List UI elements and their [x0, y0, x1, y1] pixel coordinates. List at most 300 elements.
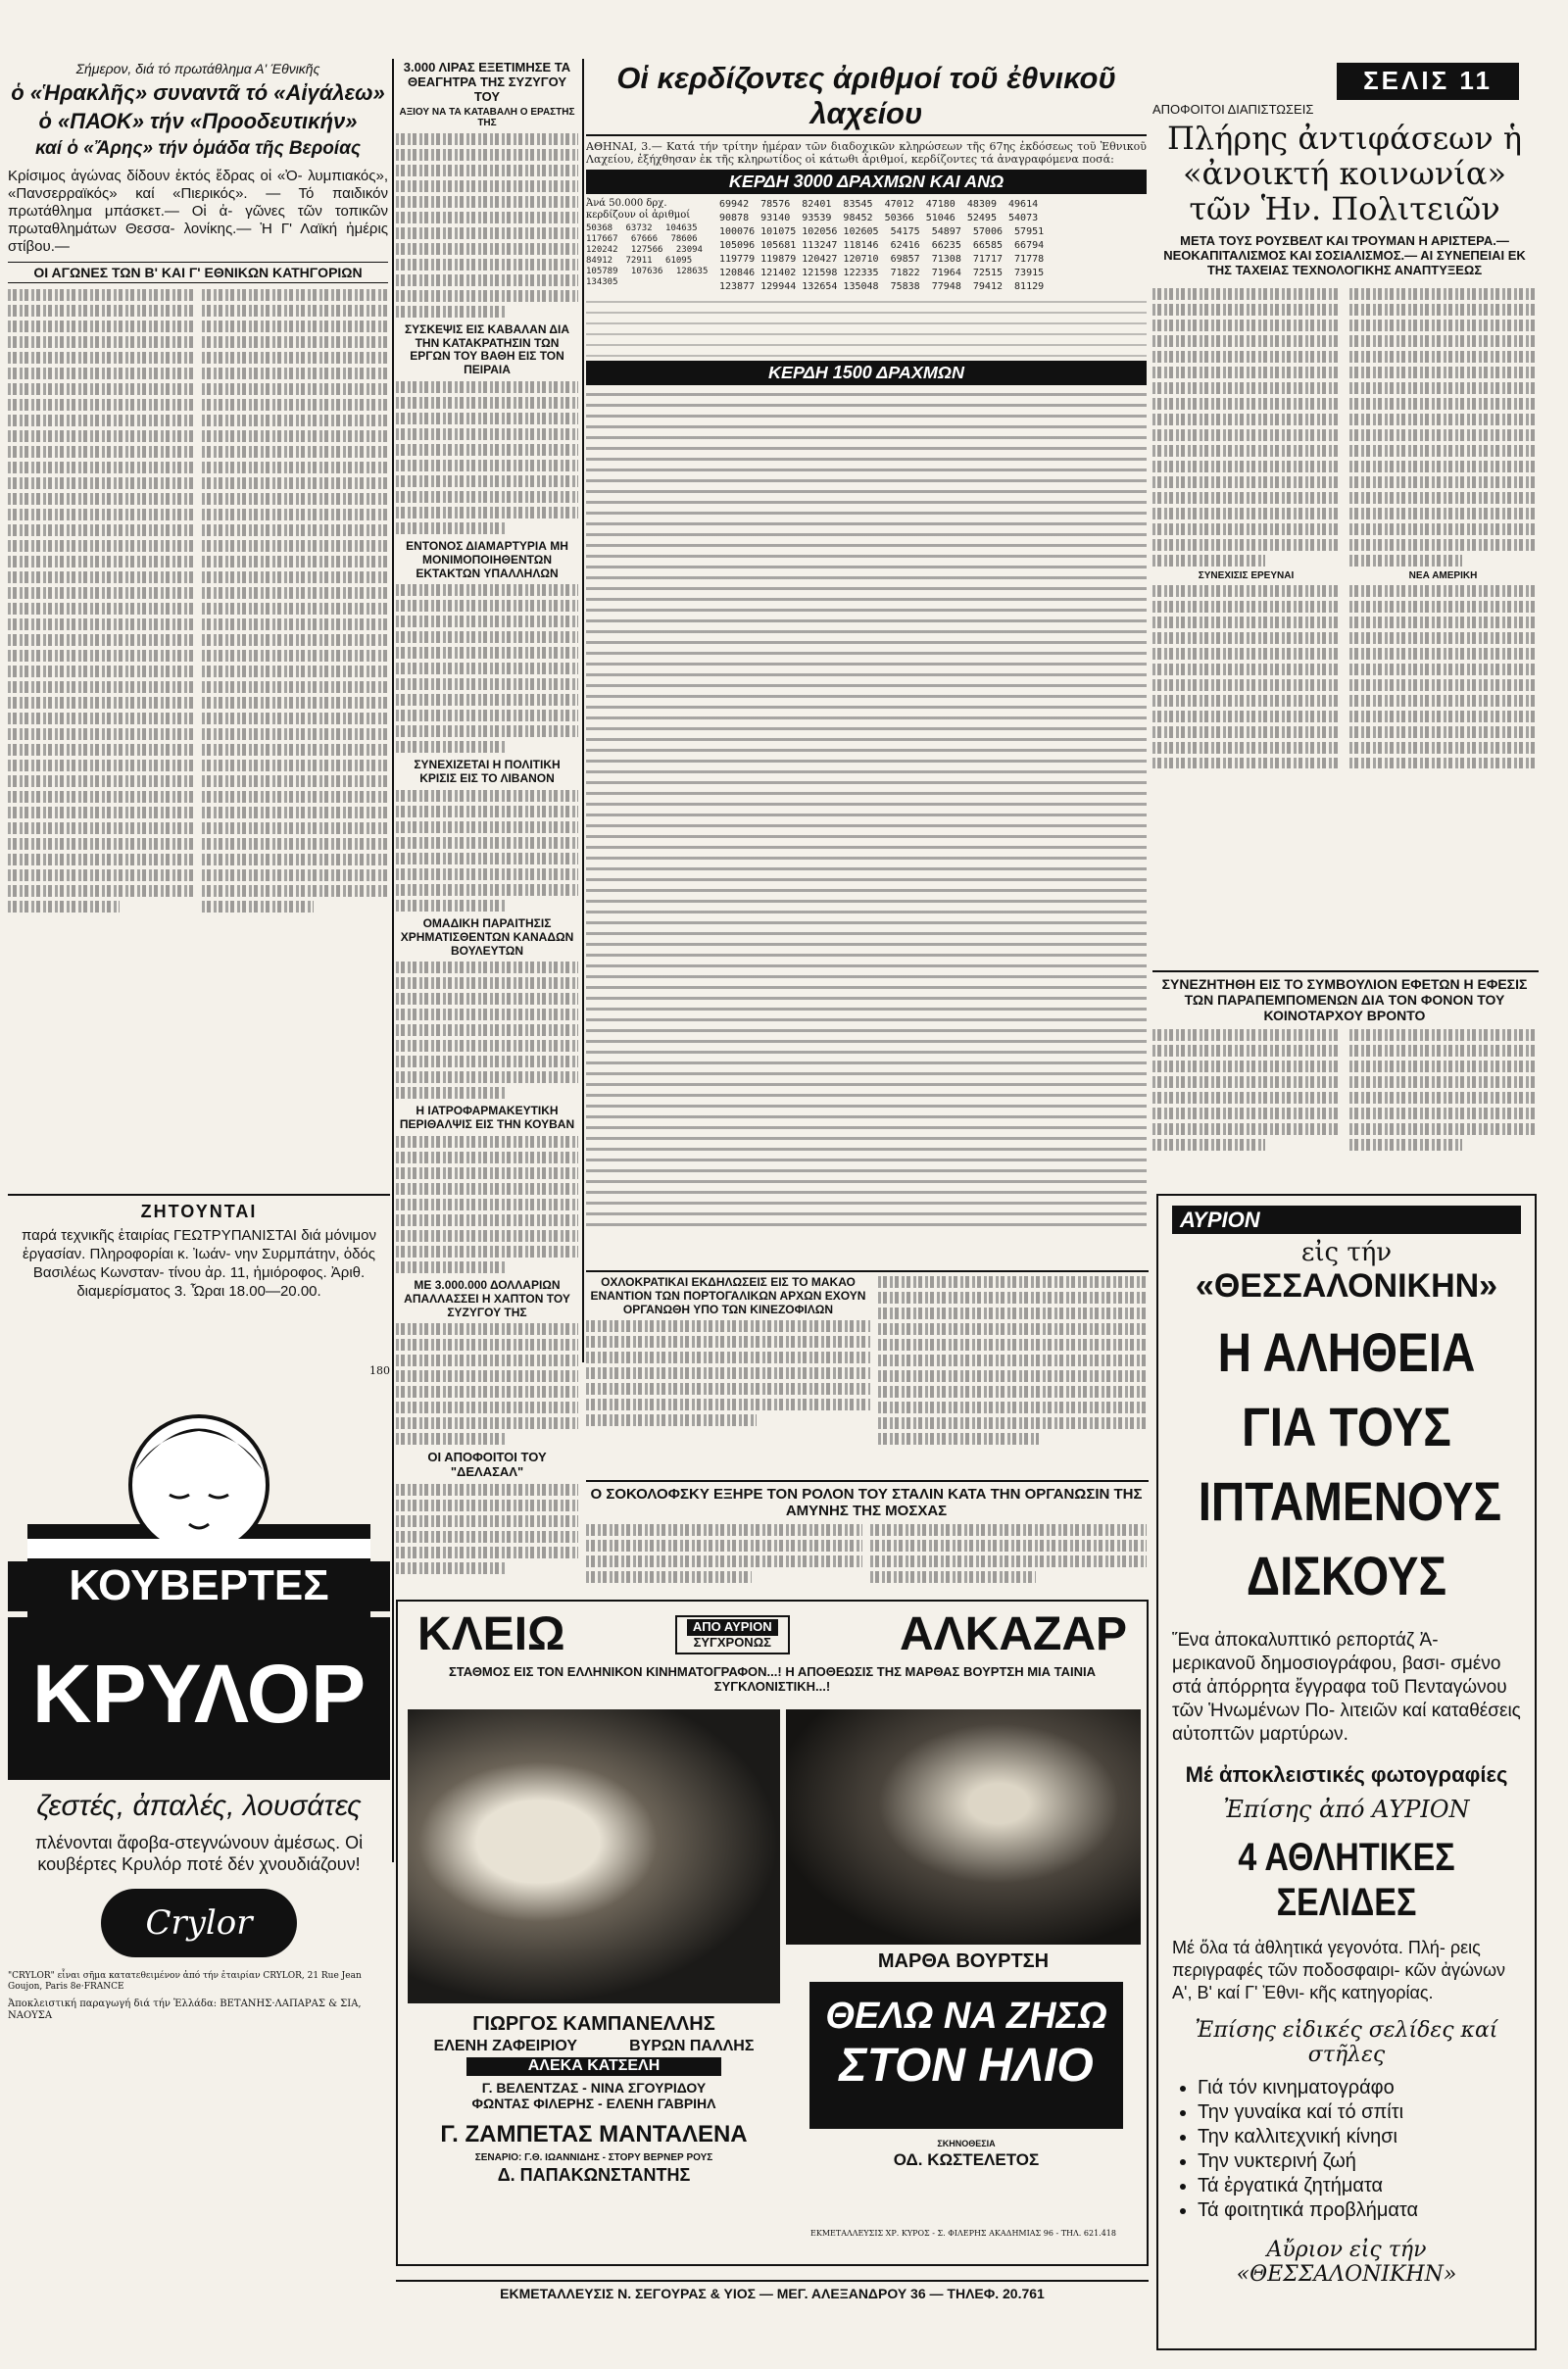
sokolovsky-story	[586, 1486, 1147, 1594]
list-item: • Την καλλιτεχνική κίνησι	[1198, 2126, 1521, 2148]
text-line	[8, 681, 194, 693]
text-line	[870, 1555, 1147, 1567]
text-line	[878, 1355, 1147, 1366]
text-line	[202, 713, 388, 724]
text-line	[586, 1399, 870, 1410]
list-item: • Την γυναίκα καί τό σπίτι	[1198, 2101, 1521, 2124]
usa-body	[1152, 288, 1340, 567]
text-line	[396, 1355, 578, 1366]
text-line	[1349, 508, 1537, 519]
text-line	[202, 618, 388, 630]
sokolovsky-body	[586, 1524, 862, 1587]
text-line	[1349, 445, 1537, 457]
text-line	[202, 415, 388, 426]
crylor-logo	[101, 1889, 297, 1957]
text-line	[1152, 461, 1340, 472]
text-line	[1349, 664, 1537, 675]
text-line	[870, 1540, 1147, 1552]
text-line	[8, 336, 194, 348]
cinema-sync: ΣΥΓΧΡΟΝΩΣ	[693, 1634, 771, 1650]
lottery-headline: Οἱ κερδίζοντες ἀριθμοί τοῦ ἐθνικοῦ λαχείου	[586, 61, 1147, 136]
ad-brand-top: ΚΟΥΒΕΡΤΕΣ	[8, 1561, 390, 1611]
left-column	[8, 61, 388, 1188]
text-line	[1152, 492, 1340, 504]
text-line	[1349, 523, 1537, 535]
text-line	[1152, 429, 1340, 441]
usa-mid-head-1: ΣΥΝΕΧΙΣΙΣ ΕΡΕΥΝΑΙ	[1198, 569, 1295, 581]
text-line	[1349, 555, 1462, 567]
text-line	[396, 1230, 578, 1242]
text-line	[202, 446, 388, 458]
text-line	[8, 728, 194, 740]
promo-box	[1156, 1194, 1537, 2350]
text-line	[396, 993, 578, 1005]
text-line	[870, 1524, 1147, 1536]
text-line	[8, 854, 194, 865]
text-line	[1152, 617, 1340, 628]
text-line	[202, 744, 388, 756]
cinema-director: ΟΔ. ΚΩΣΤΕΛΕΤΟΣ	[893, 2150, 1040, 2169]
usa-article	[1152, 102, 1537, 768]
text-line	[396, 475, 578, 487]
text-line	[396, 1417, 578, 1429]
text-line	[1349, 398, 1537, 410]
promo-columns: Ἐπίσης εἰδικές σελίδες καί στῆλες	[1195, 2017, 1498, 2067]
news-headline-7: ΜΕ 3.000.000 ΔΟΛΛΑΡΙΩΝ ΑΠΑΛΛΑΣΣΕΙ Η ΧΑΠΤΟΝ ΤΟΥ ΣΥΖΥΓΟΥ ΤΗΣ	[404, 1277, 570, 1319]
text-line	[8, 650, 194, 662]
text-line	[396, 710, 578, 721]
cinema-from: ΑΠΟ ΑΥΡΙΟΝ	[687, 1619, 778, 1636]
text-line	[878, 1276, 1147, 1288]
news-body	[396, 381, 578, 534]
cinema-alkazar: ΑΛΚΑΖΑΡ	[899, 1608, 1127, 1660]
text-line	[8, 807, 194, 818]
text-line	[586, 1320, 870, 1332]
court-headline: ΣΥΝΕΖΗΤΗΘΗ ΕΙΣ ΤΟ ΣΥΜΒΟΥΛΙΟΝ ΕΦΕΤΩΝ Η ΕΦΕΣΙΣ ΤΩΝ ΠΑΡΑΠΕΜΠΟΜΕΝΩΝ ΔΙΑ ΤΟΝ ΦΟΝΟΝ ΤΟΥ ΚΟΙΝΟΤΑΡΧΟΥ ΒΡΟΝΤΟ	[1161, 976, 1528, 1024]
text-line	[396, 1071, 578, 1083]
text-line	[1349, 1045, 1537, 1057]
ad-tagline: ζεστές, ἀπαλές, λουσάτες	[36, 1790, 362, 1823]
usa-body	[1349, 585, 1537, 768]
text-line	[878, 1308, 1147, 1319]
text-line	[878, 1433, 1039, 1445]
text-line	[1152, 648, 1340, 660]
text-line	[396, 1214, 578, 1226]
cinema-photo-right	[786, 1709, 1141, 1945]
text-line	[1349, 320, 1537, 331]
text-line	[396, 1056, 578, 1067]
lottery-sample-numbers: 50368 63732 104635 117667 67666 78606 120242 127566 23094 84912 72911 61095 105789 107636 128635 134305	[586, 222, 709, 287]
text-line	[1349, 1092, 1537, 1104]
text-line	[1152, 320, 1340, 331]
divider	[8, 1194, 390, 1196]
page-number: ΣΕΛΙΣ 11	[1337, 63, 1519, 100]
text-line	[202, 493, 388, 505]
text-line	[1349, 695, 1537, 707]
promo-closing: Αὔριον εἰς τήν «ΘΕΣΣΑΛΟΝΙΚΗΝ»	[1236, 2237, 1457, 2287]
text-line	[586, 1540, 862, 1552]
text-line	[396, 1136, 578, 1148]
cinema-actor-1: ΓΙΩΡΓΟΣ ΚΑΜΠΑΝΕΛΛΗΣ	[472, 2013, 715, 2035]
text-line	[202, 791, 388, 803]
text-line	[396, 1261, 506, 1273]
text-line	[396, 1167, 578, 1179]
text-line	[202, 634, 388, 646]
text-line	[396, 522, 506, 534]
news-body	[396, 133, 578, 318]
text-line	[1152, 632, 1340, 644]
news-headline-3: ΕΝΤΟΝΟΣ ΔΙΑΜΑΡΤΥΡΙΑ ΜΗ ΜΟΝΙΜΟΠΟΙΗΘΕΝΤΩΝ ΕΚΤΑΚΤΩΝ ΥΠΑΛΛΗΛΩΝ	[406, 539, 568, 580]
cinema-actor-4: ΑΛΕΚΑ ΚΑΤΣΕΛΗ	[466, 2057, 721, 2075]
text-line	[1349, 585, 1537, 597]
text-line	[878, 1417, 1147, 1429]
promo-tomorrow: ΑΥΡΙΟΝ	[1172, 1206, 1521, 1234]
sports-kicker: Σήμερον, διά τό πρωτάθλημα Α' Έθνικῆς	[75, 61, 320, 76]
text-line	[396, 821, 578, 833]
text-line	[396, 631, 578, 643]
text-line	[202, 697, 388, 709]
text-line	[8, 399, 194, 411]
text-line	[586, 1524, 862, 1536]
text-line	[8, 618, 194, 630]
cinema-actor-3: ΒΥΡΩΝ ΠΑΛΛΗΣ	[629, 2038, 755, 2054]
text-line	[396, 900, 506, 912]
cinema-photo-left	[408, 1709, 780, 2003]
cinema-star: ΜΑΡΘΑ ΒΟΥΡΤΣΗ	[877, 1950, 1050, 1972]
text-line	[396, 1152, 578, 1163]
text-line	[586, 1414, 757, 1426]
list-item: • Την νυκτερινή ζωή	[1198, 2150, 1521, 2173]
text-line	[8, 462, 194, 473]
text-line	[1152, 555, 1265, 567]
text-line	[870, 1571, 1036, 1583]
text-line	[202, 571, 388, 583]
usa-body	[1349, 288, 1537, 567]
text-line	[1349, 492, 1537, 504]
text-line	[878, 1402, 1147, 1413]
text-line	[396, 1339, 578, 1351]
text-line	[1349, 367, 1537, 378]
text-line	[1349, 617, 1537, 628]
text-line	[202, 885, 388, 897]
news-headline-2: ΣΥΣΚΕΨΙΣ ΕΙΣ ΚΑΒΑΛΑΝ ΔΙΑ ΤΗΝ ΚΑΤΑΚΡΑΤΗΣΙΝ ΤΩΝ ΕΡΓΩΝ ΤΟΥ ΒΑΘΗ ΕΙΣ ΤΟΝ ΠΕΙΡΑΙΑ	[404, 321, 570, 377]
text-line	[396, 290, 578, 302]
text-line	[1152, 445, 1340, 457]
ad-brand: ΚΡΥΛΟΡ	[8, 1617, 390, 1781]
text-line	[202, 540, 388, 552]
text-line	[396, 491, 578, 503]
text-line	[396, 884, 578, 896]
text-line	[396, 790, 578, 802]
text-line	[202, 430, 388, 442]
text-line	[8, 493, 194, 505]
text-line	[202, 650, 388, 662]
cinema-actor-2: ΕΛΕΝΗ ΖΑΦΕΙΡΙΟΥ	[433, 2038, 578, 2054]
text-line	[1152, 664, 1340, 675]
text-line	[1349, 1076, 1537, 1088]
divider	[586, 1480, 1149, 1482]
ad-foot-1: "CRYLOR" εἶναι σῆμα κατατεθειμένον ἀπό τήν ἑταιρίαν CRYLOR, 21 Rue Jean Goujon, Paris 8e·FRANCE	[8, 1970, 362, 1992]
text-line	[202, 399, 388, 411]
text-line	[1349, 335, 1537, 347]
text-line	[8, 415, 194, 426]
cinema-director-label: ΣΚΗΝΟΘΕΣΙΑ	[937, 2139, 996, 2148]
news-headline-4: ΣΥΝΕΧΙΖΕΤΑΙ Η ΠΟΛΙΤΙΚΗ ΚΡΙΣΙΣ ΕΙΣ ΤΟ ΛΙΒΑΝΟΝ	[414, 758, 561, 786]
text-line	[586, 1555, 862, 1567]
news-column	[396, 61, 578, 1854]
ad-krylor	[8, 1364, 390, 2354]
text-line	[878, 1323, 1147, 1335]
text-line	[1152, 585, 1340, 597]
text-line	[8, 587, 194, 599]
news-body	[396, 1136, 578, 1273]
text-line	[586, 1383, 870, 1395]
text-line	[8, 760, 194, 771]
text-line	[1349, 304, 1537, 316]
usa-headline: Πλήρης ἀντιφάσεων ἡ «ἀνοικτή κοινωνία» τῶν Ἡν. Πολιτειῶν	[1166, 120, 1523, 227]
text-line	[396, 1199, 578, 1210]
text-line	[202, 524, 388, 536]
promo-also: Ἐπίσης ἀπό ΑΥΡΙΟΝ	[1223, 1795, 1470, 1823]
text-line	[8, 556, 194, 568]
text-line	[202, 854, 388, 865]
cinema-klio: ΚΛΕΙΩ	[417, 1608, 565, 1660]
usa-body	[1152, 585, 1340, 768]
text-line	[8, 430, 194, 442]
sports-headline-3: καί ὁ «Ἄρης» τήν ὁμάδα τῆς Βεροίας	[35, 137, 361, 159]
promo-sports-desc: Μέ ὅλα τά ἀθλητικά γεγονότα. Πλή- ρεις περιγραφές τῶν ποδοσφαιρι- κῶν ἀγώνων Α', Β' καί Γ' Ἐθνι- κῆς κατηγορίας.	[1172, 1937, 1506, 2002]
text-line	[1349, 632, 1537, 644]
text-line	[396, 853, 578, 864]
macao-headline: ΟΧΛΟΚΡΑΤΙΚΑΙ ΕΚΔΗΛΩΣΕΙΣ ΕΙΣ ΤΟ ΜΑΚΑΟ ΕΝΑΝΤΙΟΝ ΤΩΝ ΠΟΡΤΟΓΑΛΙΚΩΝ ΑΡΧΩΝ ΕΧΟΥΝ ΟΡΓΑΝΩΘΗ ΥΠΟ ΤΩΝ ΚΙΝΕΖΟΦΙΛΩΝ	[590, 1276, 866, 1316]
text-line	[1152, 304, 1340, 316]
news-body	[396, 790, 578, 912]
text-line	[396, 507, 578, 518]
text-line	[1152, 1029, 1340, 1041]
list-item: • Τά ἐργατικά ζητήματα	[1198, 2175, 1521, 2197]
list-item: • Τά φοιτητικά προβλήματα	[1198, 2199, 1521, 2222]
text-line	[8, 477, 194, 489]
text-line	[8, 869, 194, 881]
text-line	[202, 556, 388, 568]
promo-photos: Μέ ἀποκλειστικές φωτογραφίες	[1185, 1762, 1508, 1788]
cinema-title	[809, 1982, 1123, 2129]
text-line	[1152, 711, 1340, 722]
text-line	[1349, 1139, 1462, 1151]
text-line	[1152, 414, 1340, 425]
text-line	[8, 524, 194, 536]
text-line	[8, 791, 194, 803]
text-line	[396, 1515, 578, 1527]
news-body	[396, 1323, 578, 1445]
text-line	[1152, 726, 1340, 738]
text-line	[396, 212, 578, 223]
text-line	[1152, 382, 1340, 394]
ad-logo-text: Crylor	[145, 1902, 253, 1943]
text-line	[1152, 367, 1340, 378]
text-line	[8, 666, 194, 677]
text-line	[8, 775, 194, 787]
text-line	[878, 1370, 1147, 1382]
text-line	[1152, 742, 1340, 754]
text-line	[396, 1484, 578, 1496]
text-line	[202, 383, 388, 395]
divider	[586, 1270, 1149, 1272]
text-line	[1349, 726, 1537, 738]
ad-ref: 180	[369, 1364, 390, 1377]
text-line	[586, 1571, 752, 1583]
footer-bar: ΕΚΜΕΤΑΛΛΕΥΣΙΣ Ν. ΣΕΓΟΥΡΑΣ & ΥΙΟΣ — ΜΕΓ. ΑΛΕΞΑΝΔΡΟΥ 36 — ΤΗΛΕΦ. 20.761	[396, 2280, 1149, 2301]
text-line	[396, 460, 578, 471]
text-line	[1349, 476, 1537, 488]
text-line	[1152, 601, 1340, 613]
cinema-credits: ΣΕΝΑΡΙΟ: Γ.Θ. ΙΩΑΝΝΙΔΗΣ - ΣΤΟΡΥ ΒΕΡΝΕΡ ΡΟΥΣ	[474, 2151, 713, 2163]
text-line	[202, 336, 388, 348]
text-line	[1349, 742, 1537, 754]
text-line	[396, 1547, 578, 1558]
text-line	[202, 603, 388, 615]
text-line	[1349, 414, 1537, 425]
text-line	[396, 397, 578, 409]
text-line	[396, 1024, 578, 1036]
macao-story	[586, 1276, 870, 1472]
text-line	[202, 477, 388, 489]
macao-story-cont	[878, 1276, 1147, 1472]
sports-subhead: ΟΙ ΑΓΩΝΕΣ ΤΩΝ Β' ΚΑΙ Γ' ΕΘΝΙΚΩΝ ΚΑΤΗΓΟΡΙΩΝ	[8, 262, 388, 283]
text-line	[396, 678, 578, 690]
divider	[582, 59, 584, 1362]
text-line	[202, 368, 388, 379]
usa-mid-head-2: ΝΕΑ ΑΜΕΡΙΚΗ	[1408, 569, 1478, 581]
news-headline-5: ΟΜΑΔΙΚΗ ΠΑΡΑΙΤΗΣΙΣ ΧΡΗΜΑΤΙΣΘΕΝΤΩΝ ΚΑΝΑΔΩΝ ΒΟΥΛΕΥΤΩΝ	[400, 915, 574, 958]
text-line	[396, 584, 578, 596]
text-line	[396, 149, 578, 161]
text-line	[396, 663, 578, 674]
text-line	[1349, 711, 1537, 722]
text-line	[1152, 1076, 1340, 1088]
text-line	[1349, 461, 1537, 472]
text-line	[1152, 758, 1340, 768]
text-line	[586, 1336, 870, 1348]
text-line	[396, 196, 578, 208]
text-line	[396, 694, 578, 706]
text-line	[1349, 288, 1537, 300]
lottery-intro: ΑΘΗΝΑΙ, 3.— Κατά τήν τρίτην ἡμέραν τῶν διαδοχικῶν κληρώσεων τῆς 67ης ἐκδόσεως τοῦ Ἐθνικοῦ Λαχείου, ἐξήχθησαν ἐκ τῆς κληρωτίδος οἱ κάτωθι ἀριθμοί, κερδίζοντες τά ἀναγραφόμενα ποσά:	[586, 140, 1147, 167]
text-line	[396, 133, 578, 145]
text-line	[1349, 1061, 1537, 1072]
text-line	[396, 1009, 578, 1020]
text-line	[8, 540, 194, 552]
text-line	[396, 180, 578, 192]
text-line	[396, 428, 578, 440]
court-body	[1349, 1029, 1537, 1155]
ad-wanted-text: παρά τεχνικῆς ἑταιρίας ΓΕΩΤΡΥΠΑΝΙΣΤΑΙ διά μόνιμον ἐργασίαν. Πληροφορίαι κ. Ἰωάν- νην Συρμπάτην, ὁδός Βασιλέως Κωνσταν- τίνου ἀρ. 11, ἡμιόροφος. Ἀριθ. διαμερίσματος 3. Ὧραι 18.00—20.00.	[21, 1226, 377, 1300]
promo-paper: «ΘΕΣΣΑΛΟΝΙΚΗΝ»	[1195, 1267, 1498, 1306]
text-line	[1349, 758, 1537, 768]
list-item: • Γιά τόν κινηματογράφο	[1198, 2077, 1521, 2099]
text-line	[396, 413, 578, 424]
promo-list	[1178, 2077, 1521, 2222]
text-line	[396, 1370, 578, 1382]
lottery-band-3000: ΚΕΡΔΗ 3000 ΔΡΑΧΜΩΝ ΚΑΙ ΑΝΩ	[586, 170, 1147, 194]
court-body	[1152, 1029, 1340, 1155]
news-headline-6: Η ΙΑΤΡΟΦΑΡΜΑΚΕΥΤΙΚΗ ΠΕΡΙΘΑΛΨΙΣ ΕΙΣ ΤΗΝ ΚΟΥΒΑΝ	[399, 1104, 575, 1132]
text-line	[396, 962, 578, 973]
lottery-prize-label: Ἀνά 50.000 δρχ. κερδίζουν οἱ ἀριθμοί	[586, 197, 691, 221]
text-line	[202, 681, 388, 693]
text-line	[1152, 679, 1340, 691]
text-line	[1152, 508, 1340, 519]
cinema-ad	[396, 1600, 1149, 2266]
sports-body-text	[8, 289, 388, 916]
text-line	[396, 274, 578, 286]
text-line	[396, 381, 578, 393]
cinema-producer: Δ. ΠΑΠΑΚΩΝΣΤΑΝΤΗΣ	[497, 2165, 691, 2186]
text-line	[202, 838, 388, 850]
text-line	[8, 289, 194, 301]
text-line	[8, 697, 194, 709]
lottery-1500-grid	[586, 389, 1147, 1232]
ad-wanted	[8, 1202, 390, 1339]
text-line	[878, 1292, 1147, 1304]
text-line	[202, 509, 388, 520]
text-line	[396, 1386, 578, 1398]
sports-headline-2: ὁ «ΠΑΟΚ» τήν «Προοδευτικήν»	[38, 109, 358, 134]
text-line	[202, 352, 388, 364]
cinema-actor-7: Γ. ΖΑΜΠΕΤΑΣ ΜΑΝΤΑΛΕΝΑ	[440, 2120, 748, 2147]
cinema-actor-6: ΦΩΝΤΑΣ ΦΙΛΕΡΗΣ - ΕΛΕΝΗ ΓΑΒΡΙΗΛ	[471, 2095, 716, 2111]
text-line	[396, 165, 578, 176]
text-line	[396, 444, 578, 456]
news-headline-8: ΟΙ ΑΠΟΦΟΙΤΟΙ ΤΟΥ "ΔΕΛΑΣΑΛ"	[427, 1450, 547, 1480]
text-line	[1152, 1045, 1340, 1057]
sokolovsky-body	[870, 1524, 1147, 1587]
text-line	[396, 647, 578, 659]
text-line	[396, 1087, 506, 1099]
text-line	[1152, 398, 1340, 410]
cinema-title-2: ΣΤΟΝ ΗΛΙΟ	[839, 2039, 1094, 2092]
text-line	[1349, 382, 1537, 394]
text-line	[1152, 1123, 1340, 1135]
cinema-tagline: ΣΤΑΘΜΟΣ ΕΙΣ ΤΟΝ ΕΛΛΗΝΙΚΟΝ ΚΙΝΗΜΑΤΟΓΡΑΦΟΝ...! Η ΑΠΟΘΕΩΣΙΣ ΤΗΣ ΜΑΡΘΑΣ ΒΟΥΡΤΣΗ ΜΙΑ ΤΑΙΝΙΑ ΣΥΓΚΛΟΝΙΣΤΙΚΗ...!	[449, 1664, 1096, 1695]
court-story	[1152, 976, 1537, 1182]
cinema-title-1: ΘΕΛΩ ΝΑ ΖΗΣΩ	[825, 1996, 1107, 2037]
text-line	[8, 744, 194, 756]
text-line	[396, 725, 578, 737]
text-line	[396, 227, 578, 239]
promo-sports: 4 ΑΘΛΗΤΙΚΕΣ ΣΕΛΙΔΕΣ	[1238, 1835, 1455, 1924]
text-line	[8, 901, 120, 913]
divider	[1152, 970, 1539, 972]
lottery-number-fill	[586, 298, 1147, 357]
text-line	[396, 1183, 578, 1195]
divider	[392, 59, 394, 1862]
text-line	[8, 352, 194, 364]
usa-subhead: ΜΕΤΑ ΤΟΥΣ ΡΟΥΣΒΕΛΤ ΚΑΙ ΤΡΟΥΜΑΝ Η ΑΡΙΣΤΕΡΑ.— ΝΕΟΚΑΠΙΤΑΛΙΣΜΟΣ ΚΑΙ ΣΟΣΙΑΛΙΣΜΟΣ.— ΑΙ ΣΥΝΕΠΕΙΑΙ ΕΚ ΤΗΣ ΤΑΧΕΙΑΣ ΤΕΧΝΟΛΟΓΙΚΗΣ ΑΝΑΠΤΥΞΕΩΣ	[1163, 233, 1526, 277]
promo-in: εἰς τήν	[1300, 1238, 1393, 1268]
ad-subline: πλένονται ἄφοβα-στεγνώνουν ἀμέσως. Οἱ κουβέρτες Κρυλόρ ποτέ δέν χνουδιάζουν!	[34, 1832, 364, 1874]
text-line	[1152, 351, 1340, 363]
text-line	[1349, 539, 1537, 551]
text-line	[586, 1352, 870, 1363]
cinema-actor-5: Γ. ΒΕΛΕΝΤΖΑΣ - ΝΙΝΑ ΣΓΟΥΡΙΔΟΥ	[481, 2079, 707, 2096]
text-line	[202, 760, 388, 771]
sports-headline-1: ὁ «Ἡρακλῆς» συναντᾶ τό «Αἰγάλεω»	[11, 80, 385, 106]
text-line	[1349, 679, 1537, 691]
macao-body	[878, 1276, 1147, 1445]
sports-lead: Κρίσιμος ἀγώνας δίδουν ἐκτός ἕδρας οἱ «Ὀ- λυμπιακός», «Πανσερραϊκός» καί «Πιερικός». — Τό παιδικόν πρωτάθλημα μπάσκετ.— Οἱ ἀ- γῶνες τῶν τοπικῶν πρωταθλημάτων Θεσσα- λονίκης.— Ἡ Γ' Λαϊκή ἡμέρις στίβου.—	[8, 167, 388, 255]
text-line	[396, 600, 578, 612]
